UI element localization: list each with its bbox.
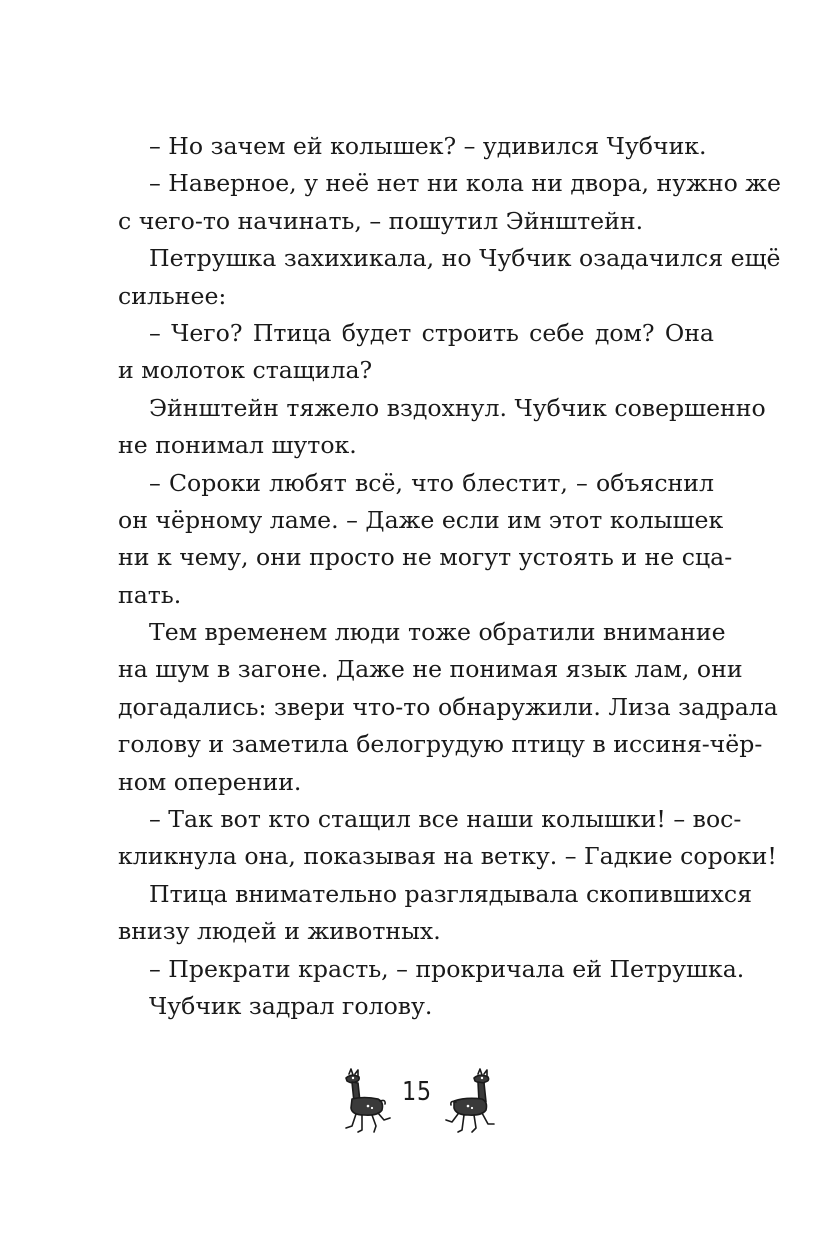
text-line: ном оперении. bbox=[118, 767, 302, 796]
text-line: догадались: звери что-то обнаружили. Лиза задрала bbox=[118, 692, 778, 721]
text-line: сильнее: bbox=[118, 281, 227, 310]
llama-illustration-left bbox=[334, 1068, 394, 1140]
book-page-text bbox=[118, 128, 781, 1025]
text-line: и молоток стащила? bbox=[118, 356, 373, 385]
text-line: Птица внимательно разглядывала скопившихся bbox=[149, 879, 752, 908]
text-line: не понимал шуток. bbox=[118, 431, 357, 460]
text-line: Тем временем люди тоже обратили внимание bbox=[149, 618, 726, 647]
text-line: – Наверное, у неё нет ни кола ни двора, нужно же bbox=[149, 169, 781, 198]
text-line: – Так вот кто стащил все наши колышки! – вос- bbox=[149, 805, 742, 834]
text-line: он чёрному ламе. – Даже если им этот колышек bbox=[118, 505, 724, 534]
page-number: 15 bbox=[402, 1077, 432, 1107]
text-line: – Чего? Птица будет строить себе дом? Она bbox=[149, 318, 714, 347]
text-line: Эйнштейн тяжело вздохнул. Чубчик совершенно bbox=[149, 393, 766, 422]
llama-illustration-right bbox=[442, 1068, 502, 1140]
text-line: с чего-то начинать, – пошутил Эйнштейн. bbox=[118, 206, 644, 235]
text-line: кликнула она, показывая на ветку. – Гадкие сороки! bbox=[118, 842, 777, 871]
text-line: внизу людей и животных. bbox=[118, 917, 441, 946]
page-folio bbox=[0, 1062, 833, 1142]
text-line: – Сороки любят всё, что блестит, – объяснил bbox=[149, 468, 714, 497]
text-line: Петрушка захихикала, но Чубчик озадачился ещё bbox=[149, 244, 781, 273]
text-line: – Прекрати красть, – прокричала ей Петрушка. bbox=[149, 954, 745, 983]
text-line: – Но зачем ей колышек? – удивился Чубчик. bbox=[149, 132, 707, 160]
text-line: на шум в загоне. Даже не понимая язык лам, они bbox=[118, 655, 743, 684]
text-line: пать. bbox=[118, 580, 182, 609]
text-line: голову и заметила белогрудую птицу в иссиня-чёр- bbox=[118, 730, 763, 759]
text-line: Чубчик задрал голову. bbox=[149, 991, 433, 1020]
text-line: ни к чему, они просто не могут устоять и не сца- bbox=[118, 543, 733, 572]
